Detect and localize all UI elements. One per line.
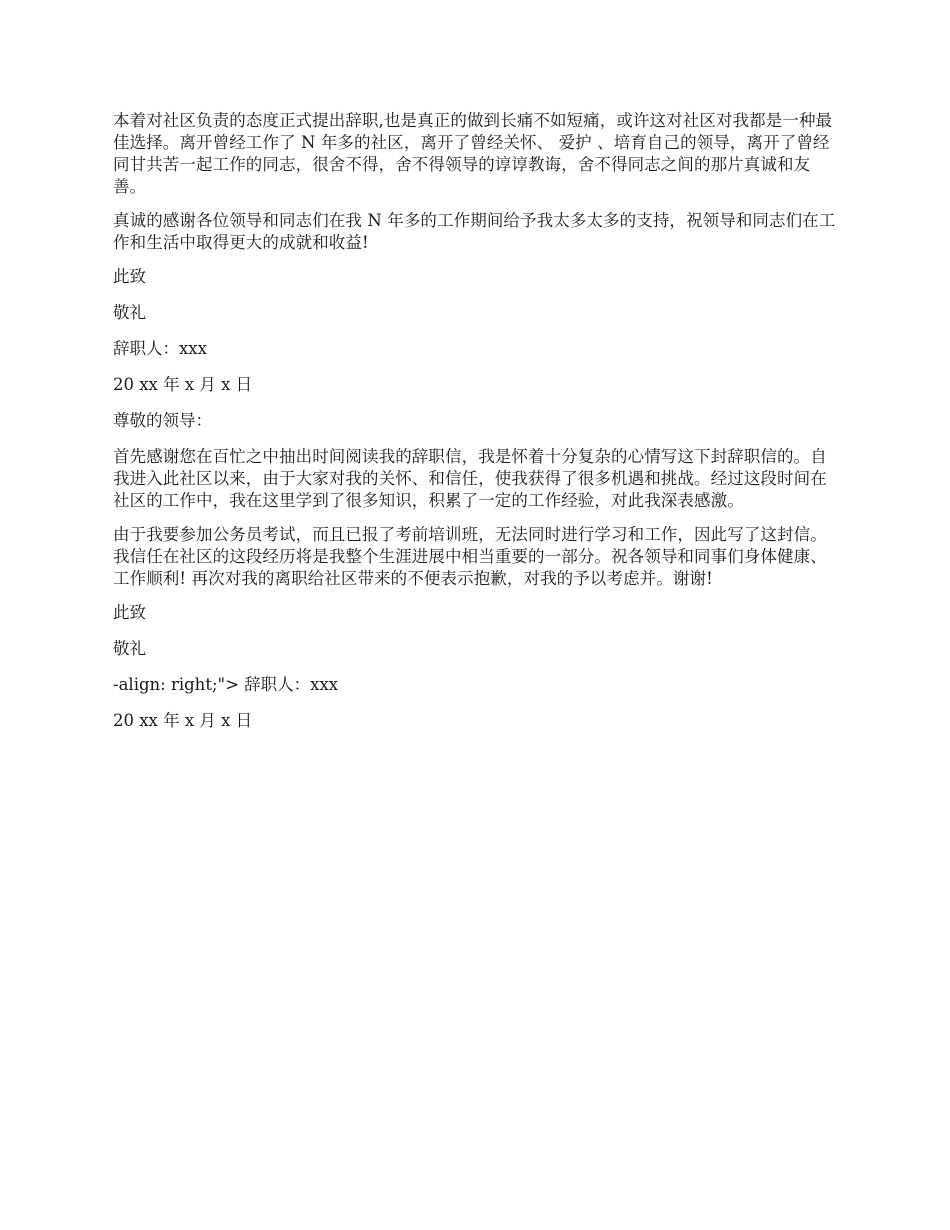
letter2-closing-1: 此致: [113, 603, 146, 622]
letter2-signature: -align: right;"> 辞职人：xxx: [113, 675, 339, 694]
document-body: [113, 110, 840, 746]
letter1-paragraph-1: 本着对社区负责的态度正式提出辞职,也是真正的做到长痛不如短痛，或许这对社区对我都是一种最佳选择。离开曾经工作了 N 年多的社区，离开了曾经关怀、 爱护 、培育自己的领导，离开了曾经同甘共苦一起工作的同志，很舍不得，舍不得领导的谆谆教诲，舍不得同志之间的那片真诚和友善。: [113, 111, 833, 196]
letter1-signature: 辞职人：xxx: [113, 339, 207, 358]
letter2-date: 20 xx 年 x 月 x 日: [113, 711, 253, 730]
letter1-date: 20 xx 年 x 月 x 日: [113, 375, 253, 394]
letter1-closing-2: 敬礼: [113, 303, 146, 322]
letter2-salutation: 尊敬的领导：: [113, 411, 212, 430]
letter2-paragraph-2: 由于我要参加公务员考试，而且已报了考前培训班，无法同时进行学习和工作，因此写了这封信。我信任在社区的这段经历将是我整个生涯进展中相当重要的一部分。祝各领导和同事们身体健康、工作顺利! 再次对我的离职给社区带来的不便表示抱歉，对我的予以考虑并。谢谢!: [113, 525, 827, 588]
letter2-closing-2: 敬礼: [113, 639, 146, 658]
letter1-paragraph-2: 真诚的感谢各位领导和同志们在我 N 年多的工作期间给予我太多太多的支持，祝领导和同志们在工作和生活中取得更大的成就和收益!: [113, 211, 836, 252]
letter2-paragraph-1: 首先感谢您在百忙之中抽出时间阅读我的辞职信，我是怀着十分复杂的心情写这下封辞职信的。自我进入此社区以来，由于大家对我的关怀、和信任，使我获得了很多机遇和挑战。经过这段时间在社区的工作中，我在这里学到了很多知识，积累了一定的工作经验，对此我深表感激。: [113, 447, 827, 510]
letter1-closing-1: 此致: [113, 267, 146, 286]
